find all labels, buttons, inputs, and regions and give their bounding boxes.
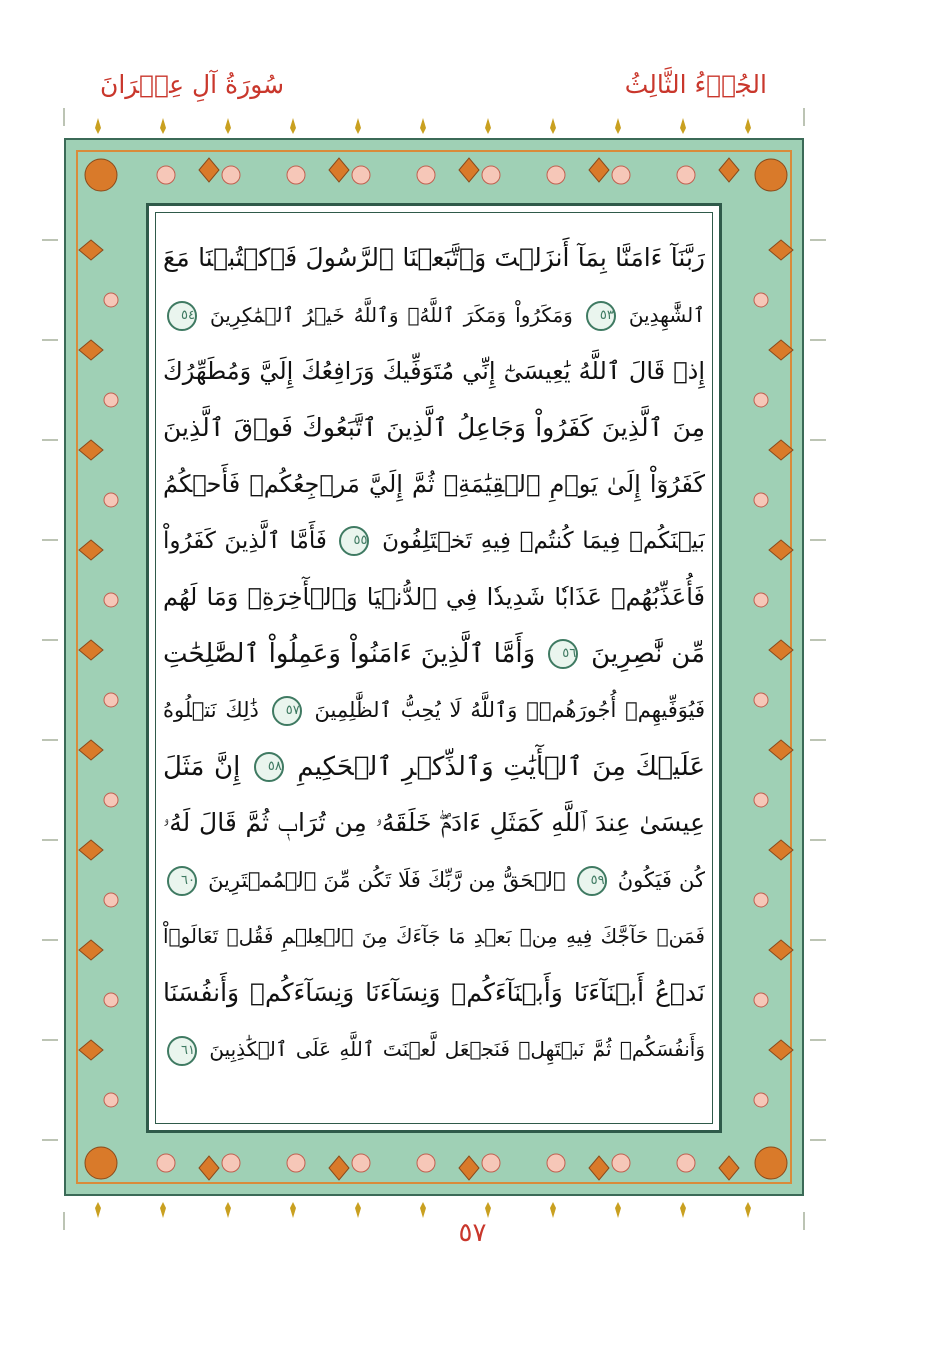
quran-text-block	[163, 230, 705, 1078]
verse-end-marker-icon: ٥٧	[272, 696, 302, 726]
verse-text: مِنَ ٱلَّذِينَ كَفَرُواْ وَجَاعِلُ ٱلَّذِينَ ٱتَّبَعُوكَ فَوۡقَ ٱلَّذِينَ	[163, 412, 705, 442]
text-line	[163, 230, 705, 287]
page-number: ٥٧	[458, 1218, 487, 1248]
text-line	[163, 852, 705, 909]
verse-text: عِيسَىٰ عِندَ ٱللَّهِ كَمَثَلِ ءَادَمَۖ خَلَقَهُۥ مِن تُرَابٖ ثُمَّ قَالَ لَهُۥ	[163, 808, 705, 837]
text-line	[163, 965, 705, 1022]
text-line	[163, 456, 705, 513]
verse-end-marker-icon: ٥٦	[548, 639, 578, 669]
verse-text: ٱلۡحَقُّ مِن رَّبِّكَ فَلَا تَكُن مِّنَ ٱلۡمُمۡتَرِينَ	[201, 867, 566, 892]
verse-text: فَيُوَفِّيهِمۡ أُجُورَهُمۡۗ وَٱللَّهُ لَا يُحِبُّ ٱلظَّٰلِمِينَ	[305, 698, 705, 722]
verse-text: إِذۡ قَالَ ٱللَّهُ يَٰعِيسَىٰٓ إِنِّي مُتَوَفِّيكَ وَرَافِعُكَ إِلَيَّ وَمُطَهِّرُكَ	[163, 357, 705, 385]
verse-text: بَيۡنَكُمۡ فِيمَا كُنتُمۡ فِيهِ تَخۡتَلِفُونَ	[373, 527, 705, 554]
verse-text: وَأَمَّا ٱلَّذِينَ ءَامَنُواْ وَعَمِلُواْ ٱلصَّٰلِحَٰتِ	[163, 638, 536, 669]
verse-text: مِّن نَّٰصِرِينَ	[582, 638, 705, 669]
text-line	[163, 343, 705, 400]
text-line	[163, 1021, 705, 1078]
text-line	[163, 682, 705, 739]
verse-end-marker-icon: ٥٩	[577, 866, 607, 896]
text-line	[163, 400, 705, 457]
verse-end-marker-icon: ٥٨	[254, 752, 284, 782]
juz-name-header: الجُزۡءُ الثَّالِثُ	[624, 70, 767, 99]
text-line	[163, 287, 705, 344]
verse-text: وَأَنفُسَكُمۡ ثُمَّ نَبۡتَهِلۡ فَنَجۡعَل لَّعۡنَتَ ٱللَّهِ عَلَى ٱلۡكَٰذِبِينَ	[201, 1037, 705, 1061]
verse-text: فَمَنۡ حَآجَّكَ فِيهِ مِنۢ بَعۡدِ مَا جَآءَكَ مِنَ ٱلۡعِلۡمِ فَقُلۡ تَعَالَوۡاْ	[163, 924, 705, 948]
verse-end-marker-icon: ٦٠	[167, 866, 197, 896]
verse-text: نَدۡعُ أَبۡنَآءَنَا وَأَبۡنَآءَكُمۡ وَنِسَآءَنَا وَنِسَآءَكُمۡ وَأَنفُسَنَا	[163, 977, 705, 1007]
verse-text: عَلَيۡكَ مِنَ ٱلۡأٓيَٰتِ وَٱلذِّكۡرِ ٱلۡحَكِيمِ	[287, 751, 705, 782]
verse-text: فَأُعَذِّبُهُمۡ عَذَابٗا شَدِيدٗا فِي ٱلدُّنۡيَا وَٱلۡأٓخِرَةِۖ وَمَا لَهُم	[163, 583, 705, 611]
verse-end-marker-icon: ٥٣	[586, 301, 616, 331]
verse-text: وَمَكَرُواْ وَمَكَرَ ٱللَّهُۖ وَٱللَّهُ خَيۡرُ ٱلۡمَٰكِرِينَ	[201, 302, 573, 327]
text-line	[163, 739, 705, 796]
verse-text: فَأَمَّا ٱلَّذِينَ كَفَرُواْ	[163, 527, 327, 554]
verse-text: ٱلشَّٰهِدِينَ	[619, 302, 705, 327]
decorative-frame	[64, 138, 804, 1196]
verse-text: ذَٰلِكَ نَتۡلُوهُ	[163, 698, 259, 722]
verse-text: كُن فَيَكُونُ	[610, 867, 705, 892]
text-line	[163, 569, 705, 626]
verse-end-marker-icon: ٦١	[167, 1036, 197, 1066]
surah-name-header: سُورَةُ آلِ عِمۡرَانَ	[100, 70, 285, 99]
text-panel	[146, 203, 722, 1133]
text-line	[163, 908, 705, 965]
verse-text: إِنَّ مَثَلَ	[163, 751, 241, 782]
verse-end-marker-icon: ٥٥	[339, 526, 369, 556]
verse-end-marker-icon: ٥٤	[167, 301, 197, 331]
text-line	[163, 513, 705, 570]
verse-text: رَبَّنَآ ءَامَنَّا بِمَآ أَنزَلۡتَ وَٱتَّبَعۡنَا ٱلرَّسُولَ فَٱكۡتُبۡنَا مَعَ	[163, 243, 705, 272]
text-line	[163, 795, 705, 852]
text-line	[163, 626, 705, 683]
verse-text: كَفَرُوٓاْ إِلَىٰ يَوۡمِ ٱلۡقِيَٰمَةِۖ ثُمَّ إِلَيَّ مَرۡجِعُكُمۡ فَأَحۡكُمُ	[163, 470, 705, 498]
